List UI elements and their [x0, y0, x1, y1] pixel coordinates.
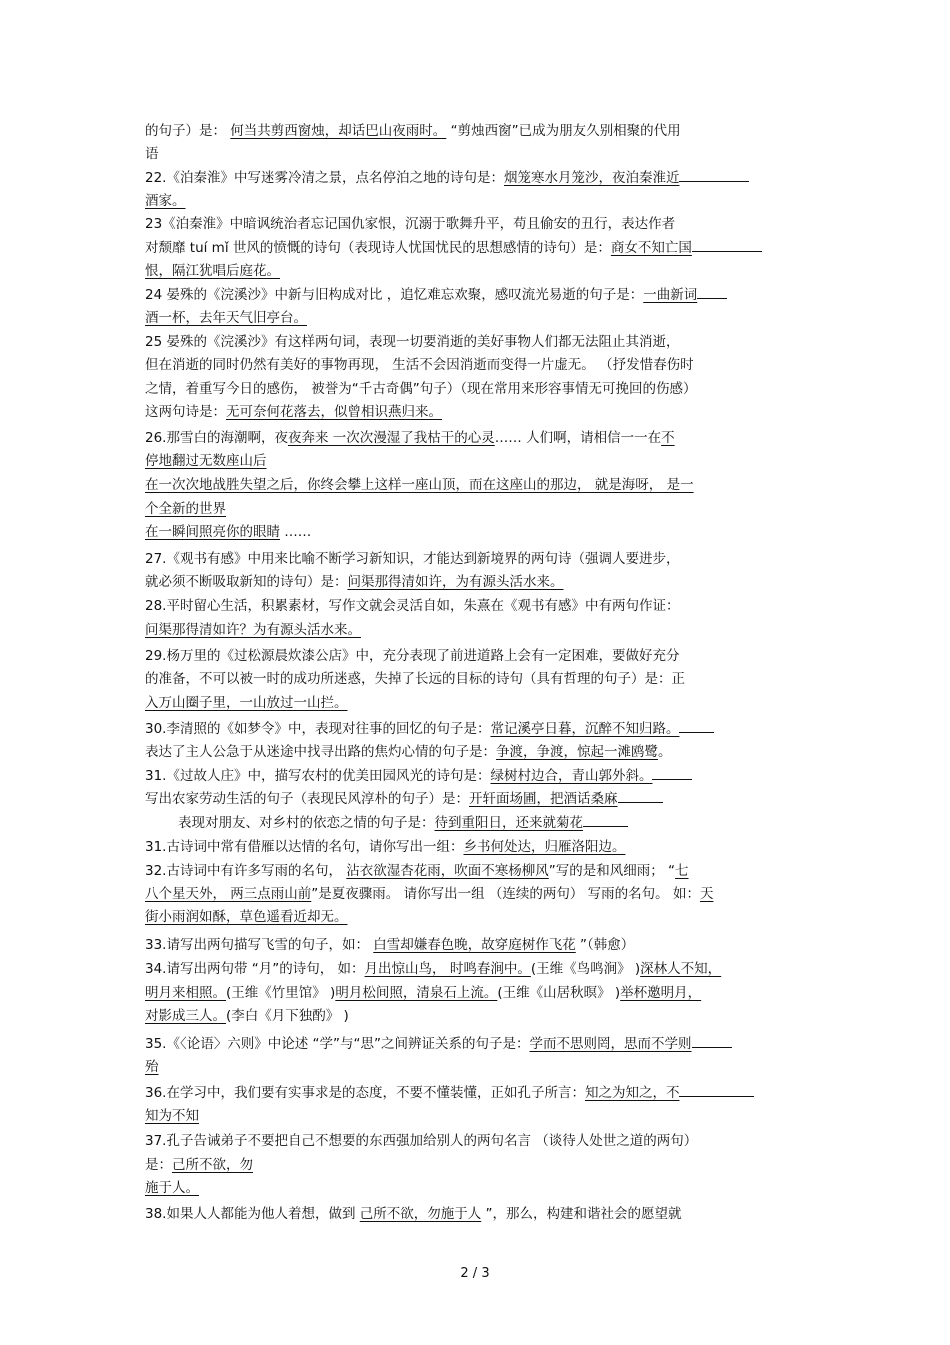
line-text: 24 晏殊的《浣溪沙》中新与旧构成对比 ，追忆难忘欢聚，感叹流光易逝的句子是：: [145, 287, 644, 303]
answer-text: 乡书何处达，归雁洛阳边。: [463, 839, 626, 855]
line-text: (王维《竹里馆》 ): [226, 985, 336, 1001]
answer-text: 明月松间照，清泉石上流。: [335, 985, 498, 1001]
line-text: 25 晏殊的《浣溪沙》有这样两句词，表现一切要消逝的美好事物人们都无法阻止其消逝，: [145, 334, 680, 350]
text-line: [145, 836, 810, 858]
text-line: [145, 982, 810, 1004]
line-text: 这两句诗是：: [145, 404, 226, 420]
answer-text: 无可奈何花落去，似曾相识燕归来。: [226, 404, 442, 420]
text-line: [145, 260, 810, 282]
answer-text: 街小雨润如酥，草色遥看近却无。: [145, 909, 348, 925]
answer-text: 知为不知: [145, 1108, 199, 1124]
answer-blank: [692, 1033, 732, 1048]
answer-text: 己所不欲，勿施于人: [359, 1206, 482, 1222]
line-text: 36.在学习中，我们要有实事求是的态度，不要不懂装懂，正如孔子所言：: [145, 1085, 585, 1101]
answer-text: 问渠那得清如许，为有源头活水来。: [347, 574, 564, 590]
line-text: 31.古诗词中常有借雁以达情的名句，请你写出一组：: [145, 839, 464, 855]
line-text: 30.李清照的《如梦令》中，表现对往事的回忆的句子是：: [145, 721, 491, 737]
line-text: 的句子）是：: [145, 123, 231, 139]
text-line: [145, 450, 810, 472]
text-line: [145, 934, 810, 956]
line-text: 31.《过故人庄》中，描写农村的优美田园风光的诗句是：: [145, 768, 491, 784]
line-text: ”，那么，构建和谐社会的愿望就: [481, 1206, 682, 1222]
text-line: [145, 427, 810, 449]
answer-text: 月出惊山鸟， 时鸣春涧中。: [364, 961, 531, 977]
line-text: 34.请写出两句带 “月”的诗句， 如：: [145, 961, 365, 977]
answer-text: 施于人。: [145, 1180, 199, 1196]
text-line: [145, 906, 810, 928]
answer-text: 恨，隔江犹唱后庭花。: [145, 263, 280, 279]
answer-text: 八个星天外， 两三点雨山前: [145, 886, 312, 902]
text-line: [145, 143, 810, 165]
line-text: 对颓靡 tuí mǐ 世风的愤慨的诗句（表现诗人忧国忧民的思想感情的诗句）是：: [145, 240, 611, 256]
answer-text: 在一瞬间照亮你的眼睛: [145, 524, 280, 540]
answer-text: 停地翻过无数座山后: [145, 453, 267, 469]
text-line: [145, 1154, 810, 1176]
answer-text: 夜奔来 一次次漫湿了我枯干的心灵: [287, 430, 495, 446]
text-line: [145, 883, 810, 905]
line-text: ”写的是和风细雨； “: [548, 863, 676, 879]
page-number: 2 / 3: [460, 1266, 490, 1281]
answer-text: 酒家。: [145, 193, 186, 209]
answer-text: 殆: [145, 1059, 159, 1075]
answer-text: 己所不欲，勿: [172, 1157, 253, 1173]
line-text: ……: [280, 524, 312, 540]
line-text: 表达了主人公急于从迷途中找寻出路的焦灼心情的句子是：: [145, 744, 496, 760]
line-text: 37.孔子告诫弟子不要把自己不想要的东西强加给别人的两句名言 （谈待人处世之道的两句）: [145, 1133, 698, 1149]
answer-text: 沾衣欲湿杏花雨，吹面不寒杨柳风: [346, 863, 549, 879]
answer-blank: [652, 765, 692, 780]
text-line: [145, 958, 810, 980]
text-line: [145, 331, 810, 353]
text-line: [145, 354, 810, 376]
answer-text: 酒一杯，去年天气旧亭台。: [145, 310, 307, 326]
text-line: [145, 571, 810, 593]
answer-text: 天: [699, 886, 714, 902]
line-text: 表现对朋友、对乡村的依恋之情的句子是：: [178, 815, 435, 831]
text-line: [145, 741, 810, 763]
line-text: 38.如果人人都能为他人着想，做到: [145, 1206, 360, 1222]
line-text: (王维《鸟鸣涧》 ): [530, 961, 641, 977]
line-text: 但在消逝的同时仍然有美好的事物再现， 生活不会因消逝而变得一片虚无。 （抒发惜春伤时: [145, 357, 694, 373]
answer-text: 个全新的世界: [145, 501, 226, 517]
text-line: [145, 1005, 810, 1027]
answer-blank: [679, 1082, 754, 1097]
text-line: [145, 1082, 810, 1104]
text-line: [145, 1177, 810, 1199]
answer-text: 待到重阳日，还来就菊花: [434, 815, 583, 831]
answer-text: 明月来相照。: [145, 985, 226, 1001]
answer-blank: [679, 167, 749, 182]
text-line: [145, 401, 810, 423]
line-text: ”是夏夜骤雨。 请你写出一组 （连续的两句） 写雨的名句。 如：: [311, 886, 700, 902]
text-line: [145, 765, 810, 787]
answer-text: 争渡，争渡，惊起一滩鸥鹭: [496, 744, 658, 760]
line-text: (李白《月下独酌》 ): [226, 1008, 349, 1024]
text-line: [145, 213, 810, 235]
text-line: [145, 498, 810, 520]
text-line: [145, 1056, 810, 1078]
answer-text: 在一次次地战胜失望之后，你终会攀上这样一座山顶，而在这座山的那边， 就是海呀， 是一: [145, 477, 694, 493]
answer-text: 一曲新词: [643, 287, 698, 303]
text-line: [145, 474, 810, 496]
line-text: 29.杨万里的《过松源晨炊漆公店》中，充分表现了前进道路上会有一定困难，要做好充分: [145, 648, 680, 664]
answer-text: 七: [675, 863, 689, 879]
text-line: [145, 237, 810, 259]
answer-blank: [583, 812, 628, 827]
line-text: 是：: [145, 1157, 172, 1173]
answer-text: 常记溪亭日暮，沉醉不知归路。: [490, 721, 680, 737]
answer-text: 对影成三人。: [145, 1008, 226, 1024]
text-line: [145, 548, 810, 570]
line-text: 28.平时留心生活，积累素材，写作文就会灵活自如，朱熹在《观书有感》中有两句作证：: [145, 598, 680, 614]
line-text: 23《泊秦淮》中暗讽统治者忘记国仇家恨，沉溺于歌舞升平，苟且偷安的丑行，表达作者: [145, 216, 676, 232]
text-line: [145, 1105, 810, 1127]
answer-text: 何当共剪西窗烛，却话巴山夜雨时。: [230, 123, 447, 139]
text-line: [145, 378, 810, 400]
answer-text: 烟笼寒水月笼沙，夜泊秦淮近: [503, 170, 680, 186]
text-line: [145, 190, 810, 212]
text-line: [145, 1033, 810, 1055]
line-text: 。: [658, 744, 672, 760]
text-line: [145, 307, 810, 329]
answer-text: 举杯邀明月，: [620, 985, 702, 1001]
line-text: 27.《观书有感》中用来比喻不断学习新知识，才能达到新境界的两句诗（强调人要进步，: [145, 551, 680, 567]
line-text: 22.《泊秦淮》中写迷雾冷清之景，点名停泊之地的诗句是：: [145, 170, 504, 186]
line-text: 35.《〈论语〉六则》中论述 “学”与“思”之间辨证关系的句子是：: [145, 1036, 530, 1052]
line-text: ”（韩愈）: [575, 937, 635, 953]
answer-text: 深林人不知，: [640, 961, 722, 977]
line-text: “剪烛西窗”已成为朋友久别相聚的代用: [446, 123, 681, 139]
line-text: …… 人们啊，请相信一一在: [494, 430, 662, 446]
text-line: [145, 619, 810, 641]
line-text: 就必须不断吸取新知的诗句）是：: [145, 574, 348, 590]
text-line: [145, 692, 810, 714]
text-line: [145, 718, 810, 740]
answer-text: 开轩面场圃，把酒话桑麻: [469, 791, 618, 807]
answer-blank: [692, 237, 762, 252]
line-text: 32.古诗词中有许多写雨的名句，: [145, 863, 347, 879]
line-text: 26.那雪白的海潮啊，夜: [145, 430, 288, 446]
line-text: 的准备，不可以被一时的成功所迷惑，失掉了长远的目标的诗句（具有哲理的句子）是：正: [145, 671, 685, 687]
line-text: (王维《山居秋暝》 ): [497, 985, 621, 1001]
text-line: [145, 668, 810, 690]
answer-text: 不: [661, 430, 675, 446]
answer-text: 白雪却嫌春色晚，故穿庭树作飞花: [373, 937, 576, 953]
answer-text: 商女不知亡国: [610, 240, 692, 256]
text-line: [145, 521, 810, 543]
answer-blank: [618, 788, 663, 803]
answer-text: 绿树村边合，青山郭外斜。: [490, 768, 653, 784]
answer-text: 学而不思则罔，思而不学则: [529, 1036, 692, 1052]
line-text: 语: [145, 146, 159, 162]
text-line: [145, 120, 810, 142]
answer-text: 问渠那得清如许？为有源头活水来。: [145, 622, 361, 638]
text-line: [145, 1203, 810, 1225]
text-line: [145, 788, 810, 810]
text-line: [145, 284, 810, 306]
text-line: [145, 595, 810, 617]
line-text: 33.请写出两句描写飞雪的句子，如：: [145, 937, 374, 953]
answer-blank: [679, 718, 714, 733]
line-text: 之情，着重写今日的感伤， 被誉为“千古奇偶”句子）（现在常用来形容事情无可挽回的伤感）: [145, 381, 697, 397]
answer-text: 知之为知之，不: [584, 1085, 680, 1101]
answer-text: 入万山圈子里，一山放过一山拦。: [145, 695, 348, 711]
text-line: [145, 167, 810, 189]
text-line: [145, 860, 810, 882]
line-text: 写出农家劳动生活的句子（表现民风淳朴的句子）是：: [145, 791, 469, 807]
text-line: [145, 1130, 810, 1152]
text-line: [145, 645, 810, 667]
answer-blank: [697, 284, 727, 299]
text-line: [178, 812, 843, 834]
